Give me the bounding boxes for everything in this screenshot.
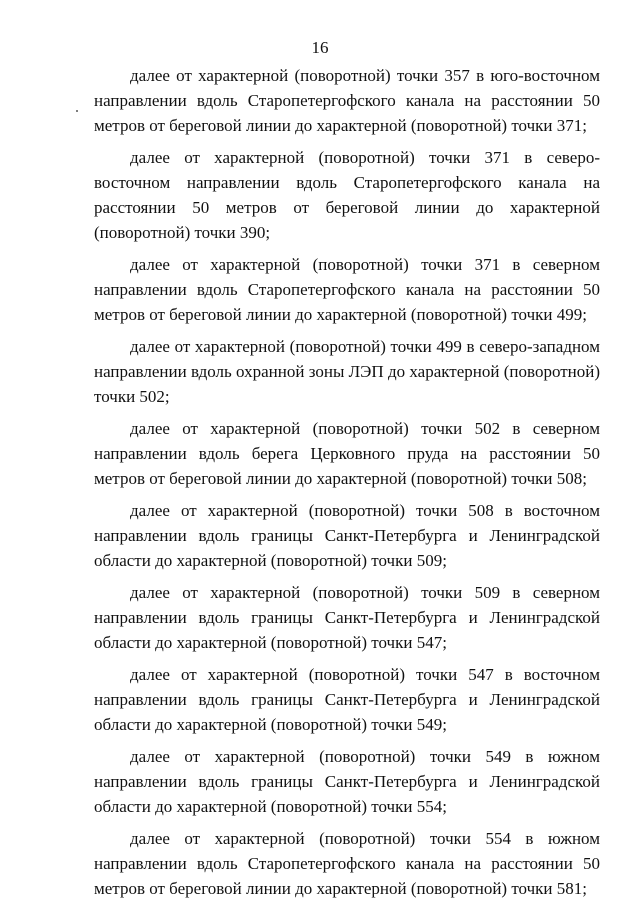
margin-mark xyxy=(76,110,78,112)
paragraph: далее от характерной (поворотной) точки 371 в северном направлении вдоль Старопетергофского канала на расстоянии 50 метров от береговой линии до характерной (поворотной) точки 499; xyxy=(94,255,600,324)
paragraph: далее от характерной (поворотной) точки 371 в северо-восточном направлении вдоль Старопетергофского канала на расстоянии 50 метров от береговой линии до характерной (поворотной) точки 390; xyxy=(94,148,600,242)
document-body xyxy=(94,63,600,908)
paragraph: далее от характерной (поворотной) точки 508 в восточном направлении вдоль границы Санкт-Петербурга и Ленинградской области до характерной (поворотной) точки 509; xyxy=(94,501,600,570)
paragraph: далее от характерной (поворотной) точки 357 в юго-восточном направлении вдоль Старопетергофского канала на расстоянии 50 метров от береговой линии до характерной (поворотной) точки 371; xyxy=(94,66,600,135)
page-number: 16 xyxy=(311,38,329,57)
paragraph: далее от характерной (поворотной) точки 547 в восточном направлении вдоль границы Санкт-Петербурга и Ленинградской области до характерной (поворотной) точки 549; xyxy=(94,665,600,734)
paragraph: далее от характерной (поворотной) точки 499 в северо-западном направлении вдоль охранной зоны ЛЭП до характерной (поворотной) точки 502; xyxy=(94,337,600,406)
paragraph: далее от характерной (поворотной) точки 502 в северном направлении вдоль берега Церковного пруда на расстоянии 50 метров от береговой линии до характерной (поворотной) точки 508; xyxy=(94,419,600,488)
paragraph: далее от характерной (поворотной) точки 549 в южном направлении вдоль границы Санкт-Петербурга и Ленинградской области до характерной (поворотной) точки 554; xyxy=(94,747,600,816)
paragraph: далее от характерной (поворотной) точки 554 в южном направлении вдоль Старопетергофского канала на расстоянии 50 метров от береговой линии до характерной (поворотной) точки 581; xyxy=(94,829,600,898)
paragraph: далее от характерной (поворотной) точки 509 в северном направлении вдоль границы Санкт-Петербурга и Ленинградской области до характерной (поворотной) точки 547; xyxy=(94,583,600,652)
